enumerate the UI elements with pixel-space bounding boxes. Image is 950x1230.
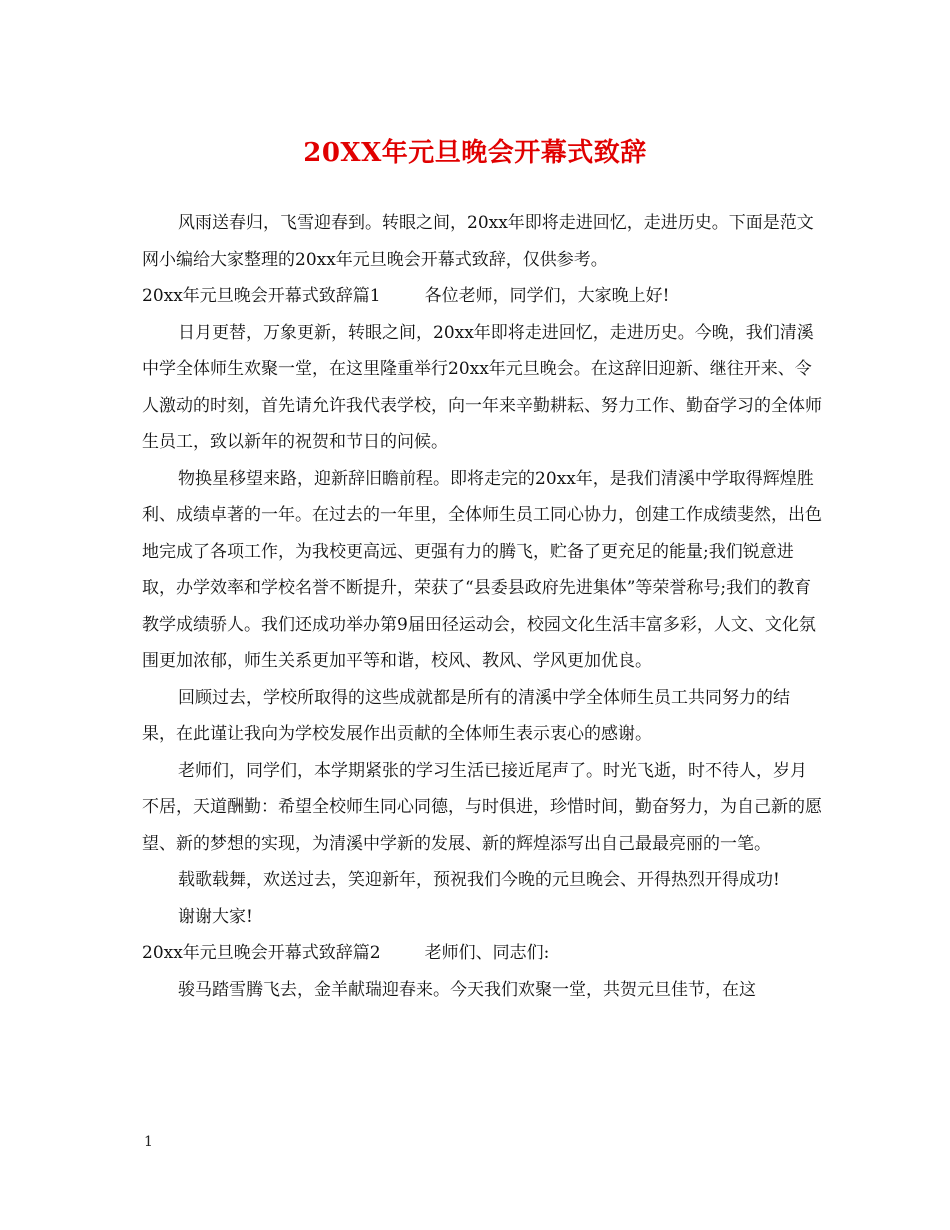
paragraph-4: 老师们，同学们，本学期紧张的学习生活已接近尾声了。时光飞逝，时不待人，岁月不居，天道酬勤：希望全校师生同心同德，与时俱进，珍惜时间，勤奋努力，为自己新的愿望、新的梦想的实现，为清溪中学新的发展、新的辉煌添写出自己最最亮丽的一笔。 bbox=[142, 760, 822, 854]
paragraph-intro: 风雨送春归，飞雪迎春到。转眼之间，20xx年即将走进回忆，走进历史。下面是范文网小编给大家整理的20xx年元旦晚会开幕式致辞，仅供参考。 bbox=[142, 213, 814, 270]
section-2-heading-line bbox=[142, 935, 822, 972]
paragraph-6: 谢谢大家! bbox=[178, 906, 253, 927]
section-1-heading-line bbox=[142, 278, 822, 315]
paragraph-7: 骏马踏雪腾飞去，金羊献瑞迎春来。今天我们欢聚一堂，共贺元旦佳节，在这 bbox=[178, 979, 756, 1000]
document-title: 20XX年元旦晚会开幕式致辞 bbox=[303, 138, 647, 168]
paragraph-3: 回顾过去，学校所取得的这些成就都是所有的清溪中学全体师生员工共同努力的结果，在此谨让我向为学校发展作出贡献的全体师生表示衷心的感谢。 bbox=[142, 687, 790, 744]
section-1-heading: 20xx年元旦晚会开幕式致辞篇1 bbox=[142, 286, 381, 306]
section-2-heading: 20xx年元旦晚会开幕式致辞篇2 bbox=[142, 943, 381, 963]
paragraph-1: 日月更替，万象更新，转眼之间，20xx年即将走进回忆，走进历史。今晚，我们清溪中学全体师生欢聚一堂，在这里隆重举行20xx年元旦晚会。在这辞旧迎新、继往开来、令人激动的时刻，首先请允许我代表学校，向一年来辛勤耕耘、努力工作、勤奋学习的全体师生员工，致以新年的祝贺和节日的问候。 bbox=[142, 322, 822, 452]
page-number: 1 bbox=[144, 1134, 153, 1150]
document-body bbox=[142, 205, 822, 1008]
paragraph-2: 物换星移望来路，迎新辞旧瞻前程。即将走完的20xx年，是我们清溪中学取得辉煌胜利、成绩卓著的一年。在过去的一年里，全体师生员工同心协力，创建工作成绩斐然，出色地完成了各项工作，为我校更高远、更强有力的腾飞，贮备了更充足的能量;我们锐意进取，办学效率和学校名誉不断提升，荣获了“县委县政府先进集体”等荣誉称号;我们的教育教学成绩骄人。我们还成功举办第9届田径运动会，校园文化生活丰富多彩，人文、文化氛围更加浓郁，师生关系更加平等和谐，校风、教风、学风更加优良。 bbox=[142, 468, 822, 671]
section-1-greeting: 各位老师，同学们，大家晚上好! bbox=[424, 286, 670, 306]
section-2-greeting: 老师们、同志们: bbox=[424, 943, 550, 963]
paragraph-5: 载歌载舞，欢送过去，笑迎新年，预祝我们今晚的元旦晚会、开得热烈开得成功! bbox=[178, 870, 780, 890]
